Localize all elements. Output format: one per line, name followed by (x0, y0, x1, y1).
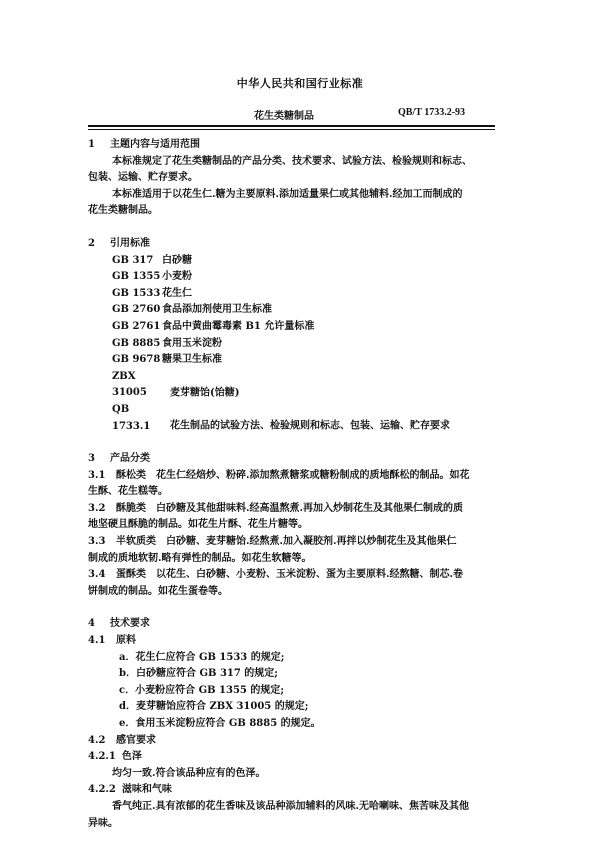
subsection-4-1-heading (88, 633, 498, 650)
reference-code: GB 8885 (112, 337, 161, 349)
header-rule-thin (88, 129, 495, 130)
section-2-heading (88, 236, 498, 253)
clause-text: 蛋酥类 以花生、白砂糖、小麦粉、玉米淀粉、蛋为主要原料.经熬糖、制芯.卷 (116, 569, 463, 581)
reference-item (88, 302, 498, 319)
classification-item (88, 468, 498, 485)
clause-title: 原料 (116, 635, 136, 647)
clause-text: 半软质类 白砂糖、麦芽糖饴.经熬煮.加入凝胶剂.再拌以炒制花生及其他果仁 (116, 536, 457, 548)
clause-number: 3.1 (88, 469, 106, 481)
paragraph: 本标准适用于以花生仁.糖为主要原料.添加适量果仁或其他辅料.经加工而制成的 (112, 188, 463, 200)
reference-code: GB 317 (112, 254, 154, 266)
raw-material-item: b．白砂糖应符合 GB 317 的规定; (119, 668, 278, 680)
reference-name: 白砂糖 (162, 254, 192, 266)
paragraph: 香气纯正.具有浓郁的花生香味及该品种添加辅料的风味.无哈喇味、焦苦味及其他 (112, 800, 469, 812)
paragraph: 本标准规定了花生类糖制品的产品分类、技术要求、试验方法、检验规则和标志、 (112, 155, 472, 167)
classification-item-continuation: 地坚硬且酥脆的制品。如花生片酥、花生片糖等。 (88, 519, 308, 531)
reference-code: GB 2760 (112, 304, 161, 316)
reference-code: QB 1733.1 (112, 403, 151, 432)
raw-material-item: d．麦芽糖饴应符合 ZBX 31005 的规定; (119, 701, 309, 713)
reference-code: GB 9678 (112, 354, 161, 366)
clause-text: 酥脆类 白砂糖及其他甜味料.经高温熬煮.再加入炒制花生及其他果仁制成的质 (116, 502, 463, 514)
raw-material-item: a．花生仁应符合 GB 1533 的规定; (119, 651, 285, 663)
clause-title: 滋味和气味 (121, 784, 172, 796)
reference-code: GB 2761 (112, 320, 161, 332)
clause-title: 色泽 (121, 751, 142, 763)
reference-name: 花生仁 (162, 287, 192, 299)
clause-number: 4.2.1 (88, 751, 116, 763)
section-4-heading (88, 616, 498, 633)
raw-material-item: e．食用玉米淀粉应符合 GB 8885 的规定。 (119, 718, 321, 729)
section-number: 3 (88, 453, 95, 465)
reference-name: 糖果卫生标准 (162, 354, 222, 366)
reference-item (88, 319, 498, 336)
document-body (88, 137, 498, 832)
reference-item (88, 286, 498, 303)
reference-code: GB 1355 (112, 271, 161, 283)
reference-item (88, 253, 498, 270)
classification-item-continuation: 饼制成的制品。如花生蛋卷等。 (88, 585, 228, 597)
clause-number: 4.2.2 (88, 784, 116, 796)
clause-title: 感官要求 (116, 734, 156, 746)
section-title: 产品分类 (110, 453, 150, 465)
standard-code: QB/T 1733.2-93 (398, 107, 466, 118)
reference-item (88, 269, 498, 286)
subsection-4-2-2-heading (88, 782, 498, 799)
reference-code: ZBX 31005 (112, 370, 147, 399)
paragraph-continuation: 包装、运输、贮存要求。 (88, 172, 198, 184)
reference-name: 食品添加剂使用卫生标准 (162, 304, 272, 316)
reference-name: 麦芽糖饴(饴糖) (170, 387, 240, 399)
classification-item (88, 567, 498, 584)
clause-text: 酥松类 花生仁经焙炒、粉碎.添加熬煮糖浆或糖粉制成的质地酥松的制品。如花 (116, 469, 470, 481)
reference-name: 小麦粉 (162, 271, 192, 283)
product-title: 花生类糖制品 (254, 111, 314, 122)
classification-item-continuation: 制成的质地软韧.略有弹性的制品。如花生软糖等。 (88, 552, 312, 564)
section-3-heading (88, 451, 498, 468)
reference-item (88, 369, 498, 402)
classification-item (88, 501, 498, 518)
section-title: 主题内容与适用范围 (110, 139, 200, 150)
reference-item (88, 402, 498, 435)
subsection-4-2-1-heading (88, 749, 498, 766)
header-rule-thick (88, 125, 495, 127)
section-number: 4 (88, 618, 95, 630)
clause-number: 3.4 (88, 569, 106, 581)
section-title: 技术要求 (110, 618, 150, 630)
classification-item-continuation: 生酥、花生糕等。 (88, 486, 168, 498)
clause-number: 3.3 (88, 536, 106, 548)
paragraph-continuation: 花生类糖制品。 (88, 205, 158, 217)
reference-name: 食品中黄曲霉毒素 B1 允许量标准 (162, 320, 315, 332)
section-title: 引用标准 (110, 237, 150, 249)
section-number: 2 (88, 237, 95, 249)
clause-number: 3.2 (88, 502, 106, 514)
reference-list (88, 253, 498, 436)
paragraph-continuation: 异味。 (88, 817, 118, 829)
clause-number: 4.2 (88, 734, 106, 746)
classification-item (88, 534, 498, 551)
subsection-4-2-heading (88, 733, 498, 750)
raw-material-item: c．小麦粉应符合 GB 1355 的规定; (119, 684, 285, 696)
standard-category-title: 中华人民共和国行业标准 (236, 77, 364, 90)
reference-item (88, 352, 498, 369)
section-number: 1 (88, 139, 95, 150)
clause-number: 4.1 (88, 635, 106, 647)
paragraph: 均匀一致.符合该品种应有的色泽。 (112, 767, 266, 779)
reference-name: 食用玉米淀粉 (162, 337, 222, 349)
reference-code: GB 1533 (112, 287, 161, 299)
section-1-heading (88, 137, 498, 154)
reference-item (88, 336, 498, 353)
reference-name: 花生制品的试验方法、检验规则和标志、包装、运输、贮存要求 (170, 420, 450, 432)
